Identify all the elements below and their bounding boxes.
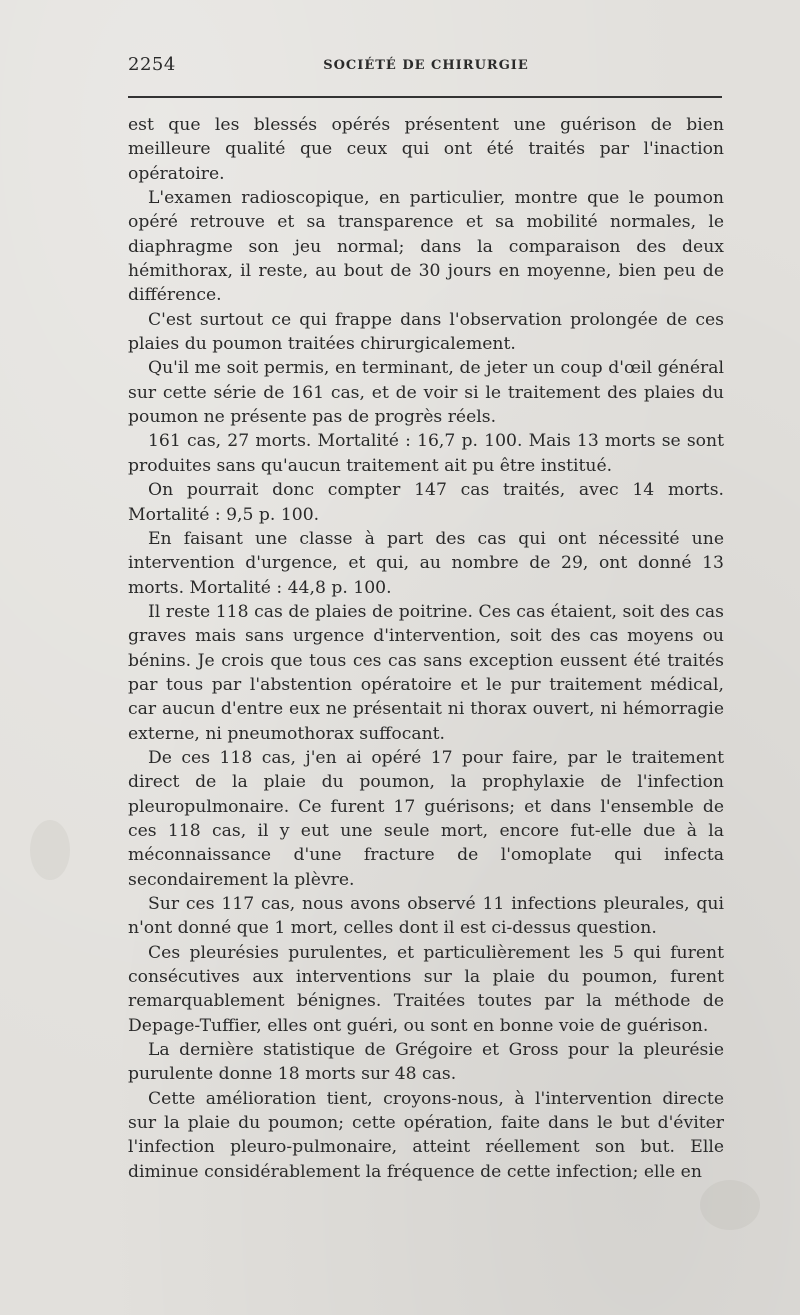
paragraph: Qu'il me soit permis, en terminant, de jeter un coup d'œil général sur cette série de 161 cas, et de voir si le traitement des plaies du poumon ne présente pas de progrès réels. <box>128 358 724 428</box>
paragraph: L'examen radioscopique, en particulier, montre que le poumon opéré retrouve et sa transparence et sa mobilité normales, le diaphragme son jeu normal; dans la comparaison des deux hémithorax, il reste, au bout de 30 jours en moyenne, bien peu de différence. <box>128 188 724 306</box>
body-text <box>128 113 724 1184</box>
paragraph: En faisant une classe à part des cas qui ont nécessité une intervention d'urgence, et qui, au nombre de 29, ont donné 13 morts. Mortalité : 44,8 p. 100. <box>128 528 724 598</box>
header-rule <box>128 96 722 98</box>
paragraph: La dernière statistique de Grégoire et Gross pour la pleurésie purulente donne 18 morts sur 48 cas. <box>128 1040 724 1085</box>
paragraph: est que les blessés opérés présentent une guérison de bien meilleure qualité que ceux qui ont été traités par l'inaction opératoire. <box>128 115 724 184</box>
page-number: 2254 <box>128 54 176 75</box>
running-title: SOCIÉTÉ DE CHIRURGIE <box>323 58 529 73</box>
paragraph: Cette amélioration tient, croyons-nous, à l'intervention directe sur la plaie du poumon; cette opération, faite dans le but d'éviter l'infection pleuro-pulmonaire, atteint réellement son but. Elle diminue considérablement la fréquence de cette infection; elle en <box>128 1088 724 1182</box>
paragraph: Il reste 118 cas de plaies de poitrine. Ces cas étaient, soit des cas graves mais sans urgence d'intervention, soit des cas moyens ou bénins. Je crois que tous ces cas sans exception eussent été traités par tous par l'abstention opératoire et le pur traitement médical, car aucun d'entre eux ne présentait ni thorax ouvert, ni hémorragie externe, ni pneumothorax suffocant. <box>128 601 724 744</box>
paragraph: Sur ces 117 cas, nous avons observé 11 infections pleurales, qui n'ont donné que 1 mort, celles dont il est ci-dessus question. <box>128 894 724 939</box>
paragraph: 161 cas, 27 morts. Mortalité : 16,7 p. 100. Mais 13 morts se sont produites sans qu'aucun traitement ait pu être institué. <box>128 431 724 476</box>
page-header <box>128 54 724 78</box>
paragraph: De ces 118 cas, j'en ai opéré 17 pour faire, par le traitement direct de la plaie du poumon, la prophylaxie de l'infection pleuropulmonaire. Ce furent 17 guérisons; et dans l'ensemble de ces 118 cas, il y eut une seule mort, encore fut-elle due à la méconnaissance d'une fracture de l'omoplate qui infecta secondairement la plèvre. <box>128 747 724 890</box>
paragraph: On pourrait donc compter 147 cas traités, avec 14 morts. Mortalité : 9,5 p. 100. <box>128 480 724 525</box>
paragraph: C'est surtout ce qui frappe dans l'observation prolongée de ces plaies du poumon traitées chirurgicalement. <box>128 309 724 355</box>
paper-stain <box>30 820 70 880</box>
paper-stain <box>700 1180 760 1230</box>
paragraph: Ces pleurésies purulentes, et particulièrement les 5 qui furent consécutives aux interventions sur la plaie du poumon, furent remarquablement bénignes. Traitées toutes par la méthode de Depage-Tuffier, elles ont guéri, ou sont en bonne voie de guérison. <box>128 942 724 1036</box>
